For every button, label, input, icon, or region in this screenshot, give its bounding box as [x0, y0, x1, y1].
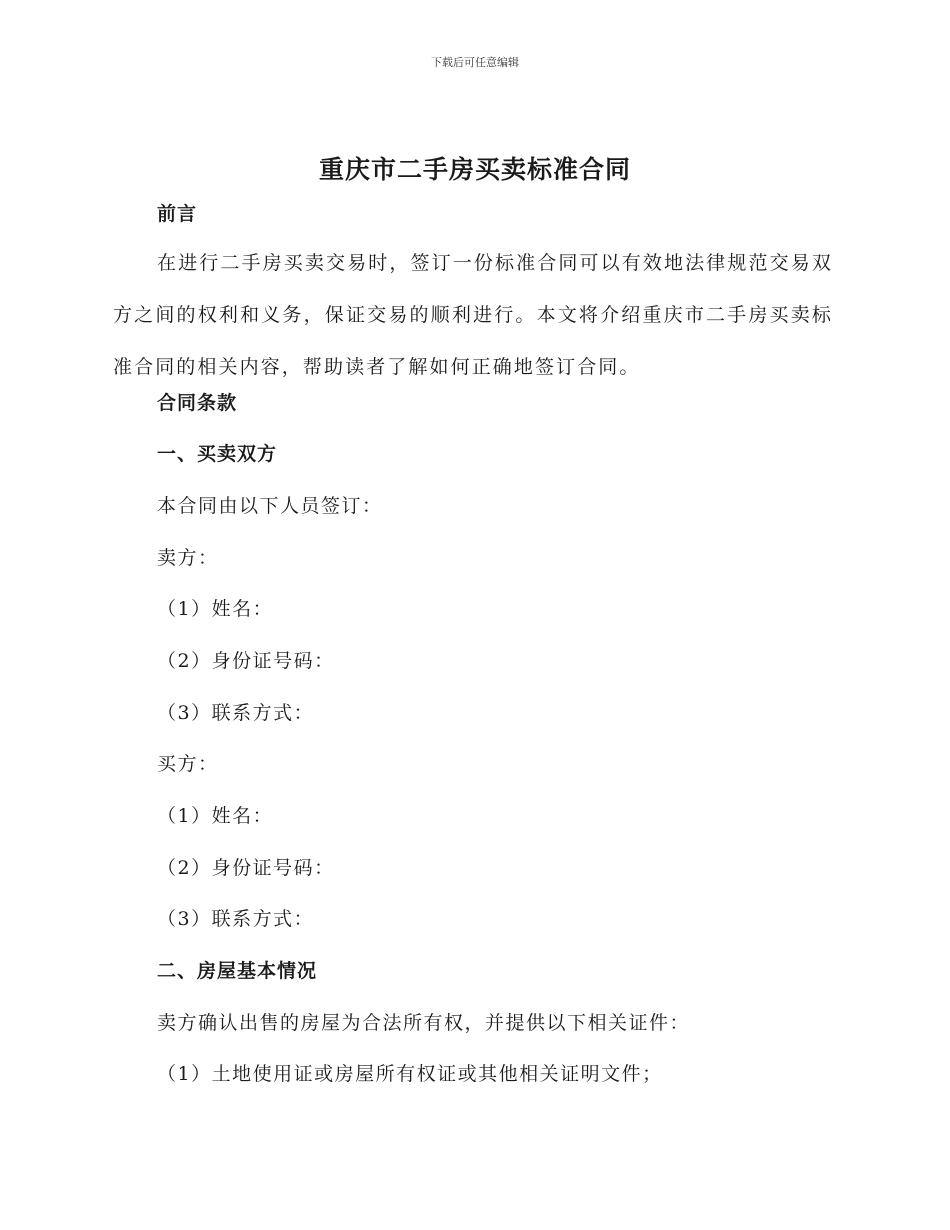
certificate-item: （1）土地使用证或房屋所有权证或其他相关证明文件；: [157, 1063, 663, 1085]
buyer-contact-item: （3）联系方式：: [157, 908, 315, 930]
preface-heading: 前言: [157, 203, 198, 225]
buyer-name-item: （1）姓名：: [157, 805, 274, 827]
buyer-label: 买方：: [157, 753, 219, 775]
section2-heading: 二、房屋基本情况: [157, 960, 318, 982]
section1-intro: 本合同由以下人员签订：: [157, 495, 383, 517]
page-header-note: 下载后可任意编辑: [431, 56, 519, 69]
section2-intro: 卖方确认出售的房屋为合法所有权，并提供以下相关证件：: [157, 1012, 691, 1034]
seller-contact-item: （3）联系方式：: [157, 702, 315, 724]
section1-heading: 一、买卖双方: [157, 443, 278, 465]
clauses-heading: 合同条款: [157, 392, 238, 414]
buyer-id-item: （2）身份证号码：: [157, 857, 335, 879]
document-title: 重庆市二手房买卖标准合同: [318, 155, 631, 184]
seller-id-item: （2）身份证号码：: [157, 650, 335, 672]
preface-paragraph: 在进行二手房买卖交易时，签订一份标准合同可以有效地法律规范交易双方之间的权利和义务，保证交易的顺利进行。本文将介绍重庆市二手房买卖标准合同的相关内容，帮助读者了解如何正确地签订合同。: [113, 252, 833, 378]
seller-name-item: （1）姓名：: [157, 598, 274, 620]
seller-label: 卖方：: [157, 547, 219, 569]
